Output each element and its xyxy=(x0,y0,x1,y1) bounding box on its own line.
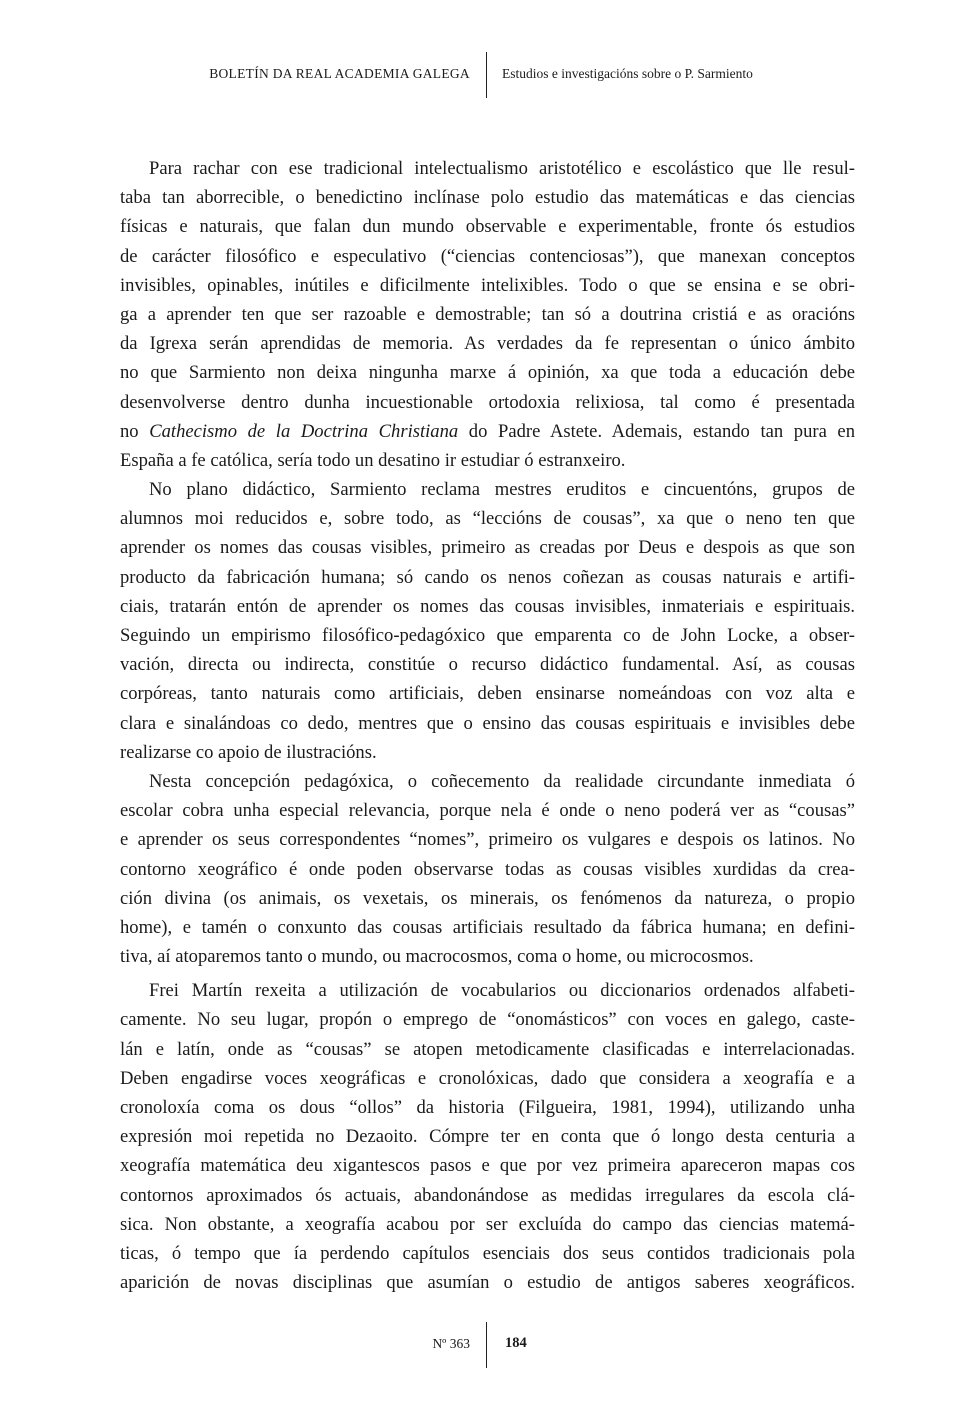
paragraph xyxy=(120,475,855,767)
text-line: Frei Martín rexeita a utilización de vocabularios ou diccionarios ordenados alfabeti- xyxy=(149,980,855,1002)
section-title: Estudios e investigacións sobre o P. Sarmiento xyxy=(502,66,753,81)
text-line: ción divina (os animais, os vexetais, os minerais, os fenómenos da natureza, o propio xyxy=(120,887,855,909)
text-line: España a fe católica, sería todo un desatino ir estudiar ó estranxeiro. xyxy=(120,449,626,471)
text-line: aprender os nomes das cousas visibles, primeiro as creadas por Deus e despois as que son xyxy=(120,537,855,559)
text-line: lán e latín, onde as “cousas” se atopen metodicamente clasificadas e interrelacionadas. xyxy=(120,1038,855,1060)
text-line: aparición de novas disciplinas que asumían o estudio de antigos saberes xeográficos. xyxy=(120,1272,855,1294)
text-line: corpóreas, tanto naturais como artificiais, deben ensinarse nomeándoas con voz alta e xyxy=(120,683,855,705)
text-line: Nesta concepción pedagóxica, o coñecemento da realidade circundante inmediata ó xyxy=(149,770,855,792)
text-line: taba tan aborrecible, o benedictino inclínase polo estudio das matemáticas e das ciencias xyxy=(120,187,855,209)
page-number: 184 xyxy=(505,1335,527,1351)
article-body xyxy=(120,154,855,1297)
issue-number: Nº 363 xyxy=(432,1336,470,1351)
text-line: invisibles, opinables, inútiles e dificilmente intelixibles. Todo o que se ensina e se obri- xyxy=(120,274,855,296)
paragraph xyxy=(120,154,855,475)
text-line: contornos aproximados ós actuais, abandonándose as medidas irregulares da escola clá- xyxy=(120,1184,855,1206)
text-line: contorno xeográfico é onde poden observarse todas as cousas visibles xurdidas da crea- xyxy=(120,858,855,880)
text-line: producto da fabricación humana; só cando os nenos coñezan as cousas naturais e artifi- xyxy=(120,566,855,588)
paragraph xyxy=(120,976,855,1297)
text-line: desenvolverse dentro dunha incuestionable ortodoxia relixiosa, tal como é presentada xyxy=(120,391,855,413)
text-line: realizarse co apoio de ilustracións. xyxy=(120,741,377,763)
text-line: de carácter filosófico e especulativo (“ciencias contenciosas”), que manexan conceptos xyxy=(120,245,855,267)
text-line: Seguindo un empirismo filosófico-pedagóxico que emparenta co de John Locke, a obser- xyxy=(120,625,855,646)
header-divider xyxy=(486,52,487,98)
text-line: e aprender os seus correspondentes “nomes”, primeiro os vulgares e despois os latinos. No xyxy=(120,829,855,851)
text-line: vación, directa ou indirecta, constitúe o recurso didáctico fundamental. Así, as cousas xyxy=(120,654,855,676)
book-title-italic: Cathecismo de la Doctrina Christiana xyxy=(149,420,459,442)
text-line: ticas, ó tempo que ía perdendo capítulos esenciais dos seus contidos tradicionais pola xyxy=(120,1242,855,1264)
text-line: no que Sarmiento non deixa ningunha marxe á opinión, xa que toda a educación debe xyxy=(120,362,855,384)
text-line: clara e sinalándoas co dedo, mentres que o ensino das cousas espirituais e invisibles debe xyxy=(120,712,855,734)
text-line: xeografía matemática deu xigantescos pasos e que por vez primeira apareceron mapas cos xyxy=(120,1155,855,1177)
text-line: ciais, tratarán entón de aprender os nomes das cousas invisibles, inmateriais e espirituais. xyxy=(120,595,855,617)
text-fragment: do Padre Astete. Ademais, estando tan pura en xyxy=(458,420,855,442)
text-line: sica. Non obstante, a xeografía acabou por ser excluída do campo das ciencias matemá- xyxy=(120,1213,855,1235)
text-line: tiva, aí atoparemos tanto o mundo, ou macrocosmos, coma o home, ou microcosmos. xyxy=(120,946,754,968)
text-line: da Igrexa serán aprendidas de memoria. As verdades da fe representan o único ámbito xyxy=(120,333,855,355)
text-line: Para rachar con ese tradicional intelectualismo aristotélico e escolástico que lle resul- xyxy=(149,158,855,179)
text-line: físicas e naturais, que falan dun mundo observable e experimentable, fronte ós estudios xyxy=(120,216,855,238)
text-line: Deben engadirse voces xeográficas e cronolóxicas, dado que considera a xeografía e a xyxy=(120,1067,855,1089)
running-header xyxy=(0,52,975,100)
paragraph xyxy=(120,767,855,971)
text-line: camente. No seu lugar, propón o emprego de “onomásticos” con voces en galego, caste- xyxy=(120,1009,855,1031)
text-line: cronoloxía coma os dous “ollos” da historia (Filgueira, 1981, 1994), utilizando unha xyxy=(120,1097,855,1118)
text-line: ga a aprender ten que ser razoable e demostrable; tan só a doutrina cristiá e as oracións xyxy=(120,303,855,325)
text-line: alumnos moi reducidos e, sobre todo, as “leccións de cousas”, xa que o neno ten que xyxy=(120,508,855,530)
text-line: No plano didáctico, Sarmiento reclama mestres eruditos e cincuentóns, grupos de xyxy=(149,479,855,501)
text-fragment: no xyxy=(120,420,150,442)
footer-divider xyxy=(486,1322,487,1368)
text-line: expresión moi repetida no Dezaoito. Cómpre ter en conta que ó longo desta centuria a xyxy=(120,1126,855,1148)
page-footer xyxy=(0,1322,975,1368)
text-line: escolar cobra unha especial relevancia, porque nela é onde o neno poderá ver as “cousas” xyxy=(120,800,855,822)
text-line-with-italic-title xyxy=(120,417,855,446)
journal-title: BOLETÍN DA REAL ACADEMIA GALEGA xyxy=(209,66,470,81)
text-line: home), e tamén o conxunto das cousas artificiais resultado da fábrica humana; en defini- xyxy=(120,916,855,938)
